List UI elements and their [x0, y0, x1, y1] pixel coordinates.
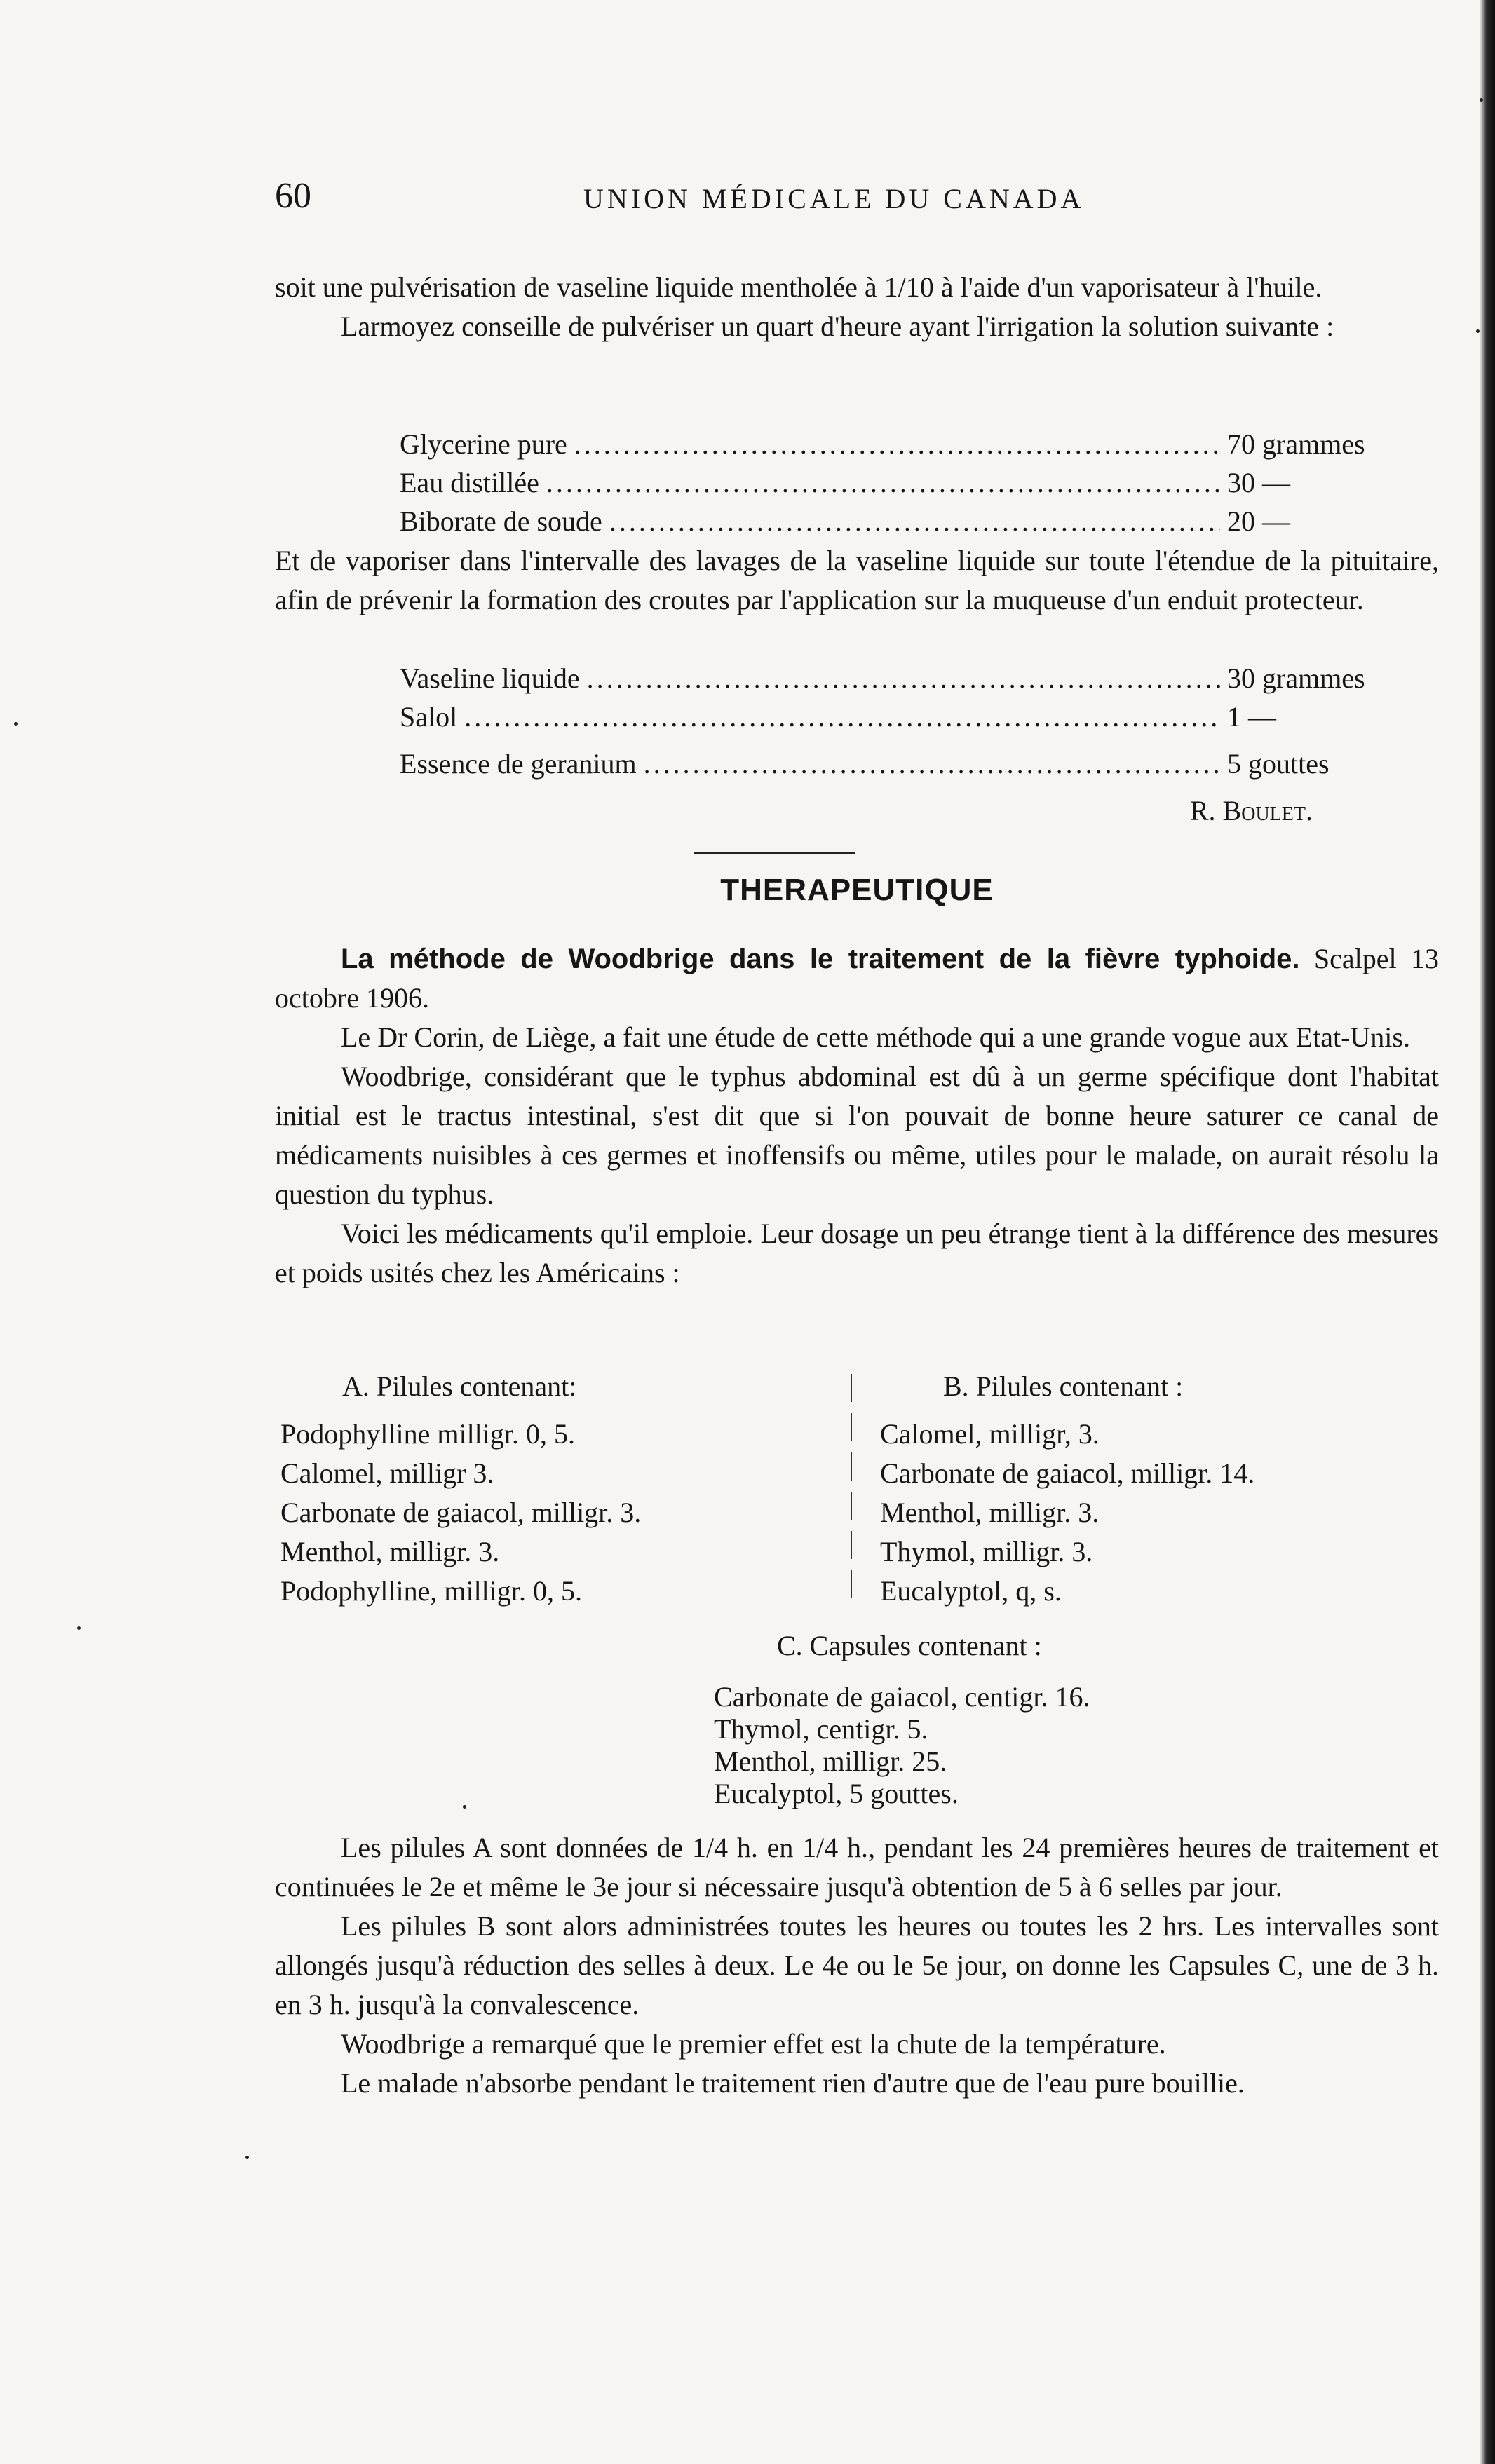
- paragraph: Les pilules A sont données de 1/4 h. en 1/4 h., pendant les 24 premières heures de traitement et continuées le 2e et même le 3e jour si nécessaire jusqu'à obtention de 5 à 6 selles par jour.: [275, 1832, 1439, 1903]
- list-item: Menthol, milligr. 3.: [880, 1497, 1100, 1528]
- pills-a: [280, 1367, 641, 1611]
- recipe-line: [400, 659, 1402, 697]
- running-title: UNION MÉDICALE DU CANADA: [583, 183, 1085, 215]
- article-lead: [275, 939, 1439, 1018]
- section-title: THERAPEUTIQUE: [720, 873, 994, 907]
- capsules-c-heading: C. Capsules contenant :: [777, 1630, 1042, 1661]
- paragraph: Woodbrige a remarqué que le premier effet est la chute de la température.: [341, 2028, 1166, 2060]
- recipe-line: [400, 463, 1402, 502]
- scan-speck: [463, 1805, 466, 1809]
- list-item: Thymol, centigr. 5.: [714, 1713, 928, 1745]
- paragraph: Woodbrige, considérant que le typhus abdominal est dû à un germe spécifique dont l'habitat initial est le tractus intestinal, s'est dit que si l'on pouvait de bonne heure saturer ce canal de médicaments nuisibles à ces germes et inoffensifs ou même, utiles pour le malade, on aurait résolu la question du typhus.: [275, 1061, 1439, 1210]
- ingredient-quantity: 70 grammes: [1227, 428, 1365, 460]
- ingredient-quantity: 30 —: [1227, 467, 1290, 498]
- body-text: [275, 541, 1439, 620]
- page-header: [275, 175, 1439, 224]
- dot-leader: [587, 659, 1220, 697]
- list-item: Carbonate de gaiacol, centigr. 16.: [714, 1681, 1090, 1713]
- ingredient-quantity: 5 gouttes: [1227, 748, 1330, 780]
- pills-b-heading: B. Pilules contenant :: [943, 1370, 1184, 1402]
- scan-speck: [245, 2156, 249, 2159]
- recipe-list: [400, 425, 1402, 540]
- paragraph: Le malade n'absorbe pendant le traitement rien d'autre que de l'eau pure bouillie.: [341, 2067, 1245, 2099]
- recipe-list: [400, 659, 1402, 783]
- list-item: Calomel, milligr, 3.: [880, 1418, 1100, 1450]
- section-rule: [694, 852, 855, 854]
- paragraph: Les pilules B sont alors administrées toutes les heures ou toutes les 2 hrs. Les intervalles sont allongés jusqu'à réduction des selles à deux. Le 4e ou le 5e jour, on donne les Capsules C, une de 3 h. en 3 h. jusqu'à la convalescence.: [275, 1910, 1439, 2020]
- scan-speck: [1480, 98, 1483, 102]
- recipe-line: [400, 697, 1402, 736]
- article-source: Scalpel 13 octobre 1906.: [275, 943, 1439, 1014]
- recipe-line: [400, 425, 1402, 463]
- ingredient-name: Salol: [400, 701, 458, 733]
- list-item: Podophylline, milligr. 0, 5.: [280, 1575, 583, 1607]
- paragraph: soit une pulvérisation de vaseline liquide mentholée à 1/10 à l'aide d'un vaporisateur à l'huile.: [275, 271, 1322, 303]
- recipe-line: [400, 744, 1402, 783]
- paragraph: Le Dr Corin, de Liège, a fait une étude de cette méthode qui a une grande vogue aux Etat-Unis.: [341, 1021, 1410, 1053]
- dot-leader: [644, 744, 1220, 783]
- paragraph: Larmoyez conseille de pulvériser un quart d'heure ayant l'irrigation la solution suivante :: [341, 311, 1334, 342]
- ingredient-name: Eau distillée: [400, 467, 539, 498]
- pills-a-heading: A. Pilules contenant:: [342, 1370, 577, 1402]
- dot-leader: [574, 425, 1220, 463]
- page-edge-shadow: [1480, 0, 1495, 2464]
- dot-leader: [464, 697, 1220, 736]
- scan-speck: [77, 1626, 81, 1630]
- ingredient-name: Essence de geranium: [400, 748, 637, 780]
- closing-text: [275, 1828, 1439, 2103]
- scan-speck: [1476, 329, 1480, 333]
- scan-speck: [14, 722, 18, 726]
- list-item: Eucalyptol, 5 gouttes.: [714, 1778, 959, 1809]
- list-item: Carbonate de gaiacol, milligr. 3.: [280, 1497, 642, 1528]
- list-item: Menthol, milligr. 3.: [280, 1536, 500, 1567]
- list-item: Thymol, milligr. 3.: [880, 1536, 1093, 1567]
- article-text: [275, 939, 1439, 1293]
- ingredient-quantity: 1 —: [1227, 701, 1276, 733]
- recipe-line: [400, 502, 1402, 540]
- column-divider: [851, 1374, 852, 1605]
- ingredient-name: Vaseline liquide: [400, 662, 580, 694]
- ingredient-quantity: 20 —: [1227, 505, 1290, 537]
- pills-b: [880, 1367, 1254, 1611]
- list-item: Menthol, milligr. 25.: [714, 1745, 947, 1777]
- article-title: La méthode de Woodbrige dans le traitement de la fièvre typhoide.: [341, 944, 1300, 974]
- author-signature: R. Boulet.: [1189, 795, 1313, 826]
- page-number: 60: [275, 176, 311, 216]
- ingredient-name: Biborate de soude: [400, 505, 602, 537]
- ingredient-quantity: 30 grammes: [1227, 662, 1365, 694]
- list-item: Calomel, milligr 3.: [280, 1457, 494, 1489]
- paragraph: Et de vaporiser dans l'intervalle des lavages de la vaseline liquide sur toute l'étendue de la pituitaire, afin de prévenir la formation des croutes par l'application sur la muqueuse d'un enduit protecteur.: [275, 545, 1439, 615]
- dot-leader: [609, 502, 1220, 540]
- ingredient-name: Glycerine pure: [400, 428, 567, 460]
- list-item: Podophylline milligr. 0, 5.: [280, 1418, 576, 1450]
- paragraph: Voici les médicaments qu'il emploie. Leur dosage un peu étrange tient à la différence des mesures et poids usités chez les Américains :: [275, 1218, 1439, 1288]
- list-item: Eucalyptol, q, s.: [880, 1575, 1062, 1607]
- dot-leader: [546, 463, 1220, 502]
- list-item: Carbonate de gaiacol, milligr. 14.: [880, 1457, 1255, 1489]
- capsules-c: [714, 1626, 1090, 1810]
- intro-text: [275, 268, 1439, 346]
